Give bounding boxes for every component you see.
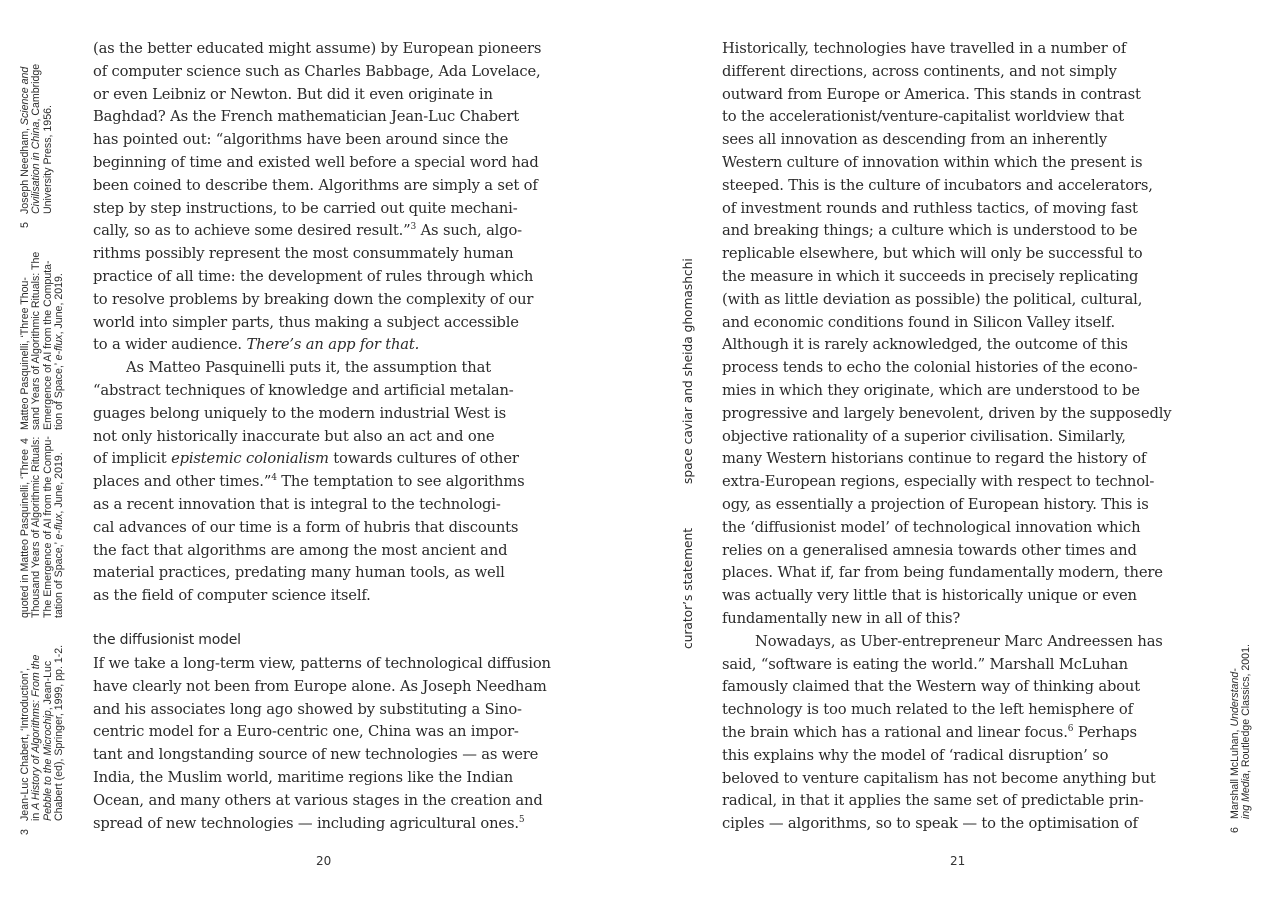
running-head-authors: space caviar and sheida ghomashchi [681, 258, 695, 484]
footnote-5: 5Joseph Needham, Science and Civilisation in China, Cambridge University Press, 1956. [19, 63, 54, 228]
footnote-4: 4Matteo Pasquinelli, ‘Three Thou- sand Years of Algorithmic Rituals: The Emergence of AI from the Computa- tion of Space,’ e-flux, June, 2019. [19, 251, 65, 444]
page-number-right: 21 [950, 854, 966, 868]
left-body-text: (as the better educated might assume) by European pioneers of computer science such as Charles Babbage, Ada Lovelace, or even Leibniz or Newton. But did it even originate in Baghdad? As the French mathematician Jean-Luc Chabert has pointed out: “algorithms have been around since the beginning of time and existed well before a special word had been coined to describe them. Algorithms are simply a set of step by step instructions, to be carried out quite mechani- cally, so as to achieve some desired result.”$^3$ As such, algo- rithms possibly represent the most consummately human practice of all time: the development of rules through which to resolve problems by breaking down the complexity of our world into simpler parts, thus making a subject accessible to a wider audience. There’s an app for that. As Matteo Pasquinelli puts it, the assumption that “abstract techniques of knowledge and artificial metalan- guages belong uniquely to the modern industrial West is not only historically inaccurate but also an act and one of implicit epistemic colonialism towards cultures of other places and other times.”$^4$ The temptation to see algorithms as a recent innovation that is integral to the technologi- cal advances of our time is a form of hubris that discounts the fact that algorithms are among the most ancient and material practices, predating many human tools, as well as the field of computer science itself. [93, 40, 542, 605]
footnote-3-quoted: quoted in Matteo Pasquinelli, ‘Three Thousand Years of Algorithmic Rituals: The Emergence of AI from the Compu- tation of Space,’ e-flux, June, 2019. [19, 436, 65, 618]
running-head [681, 214, 695, 649]
left-section-text: If we take a long-term view, patterns of technological diffusion have clearly not been from Europe alone. As Joseph Needham and his associates long ago showed by substituting a Sino- centric model for a Euro-centric one, China was an impor- tant and longstanding source of new technologies — as were India, the Muslim world, maritime regions like the Indian Ocean, and many others at various stages in the creation and spread of new technologies — including agricultural ones.$^5$ [93, 655, 551, 832]
right-page [638, 0, 1275, 904]
running-head-section: curator’s statement [681, 528, 695, 649]
footnote-6: 6Marshall McLuhan, Understand- ing Media, Routledge Classics, 2001. [1229, 644, 1253, 833]
section-heading: the diffusionist model [93, 632, 241, 648]
left-page [0, 0, 637, 904]
right-body-text: Historically, technologies have travelled in a number of different directions, across continents, and not simply outward from Europe or America. This stands in contrast to the accelerationist/venture-capitalist worldview that sees all innovation as descending from an inherently Western culture of innovation within which the present is steeped. This is the culture of incubators and accelerators, of investment rounds and ruthless tactics, of moving fast and breaking things; a culture which is understood to be replicable elsewhere, but which will only be successful to the measure in which it succeeds in precisely replicating (with as little deviation as possible) the political, cultural, and economic conditions found in Silicon Valley itself. Although it is rarely acknowledged, the outcome of this process tends to echo the colonial histories of the econo- mies in which they originate, which are understood to be progressive and largely benevolent, driven by the supposedly objective rationality of a superior civilisation. Similarly, many Western historians continue to regard the history of extra-European regions, especially with respect to technol- ogy, as essentially a projection of European history. This is the ‘diffusionist model’ of technological innovation which relies on a generalised amnesia towards other times and places. What if, far from being fundamentally modern, there was actually very little that is historically unique or even fundamentally new in all of this? Nowadays, as Uber-entrepreneur Marc Andreessen has said, “software is eating the world.” Marshall McLuhan famously claimed that the Western way of thinking about technology is too much related to the left hemisphere of the brain which has a rational and linear focus.$^6$ Perhaps this explains why the model of ‘radical disruption’ so beloved to venture capitalism has not become anything but radical, in that it applies the same set of predictable prin- ciples — algorithms, so to speak — to the optimisation of [722, 40, 1172, 833]
page-number-left: 20 [316, 854, 332, 868]
footnote-3: 3Jean-Luc Chabert, ‘Introduction’, in A History of Algorithms: From the Pebble to the Microchip, Jean-Luc Chabert (ed), Springer, 1999, pp. 1-2. [19, 644, 65, 835]
